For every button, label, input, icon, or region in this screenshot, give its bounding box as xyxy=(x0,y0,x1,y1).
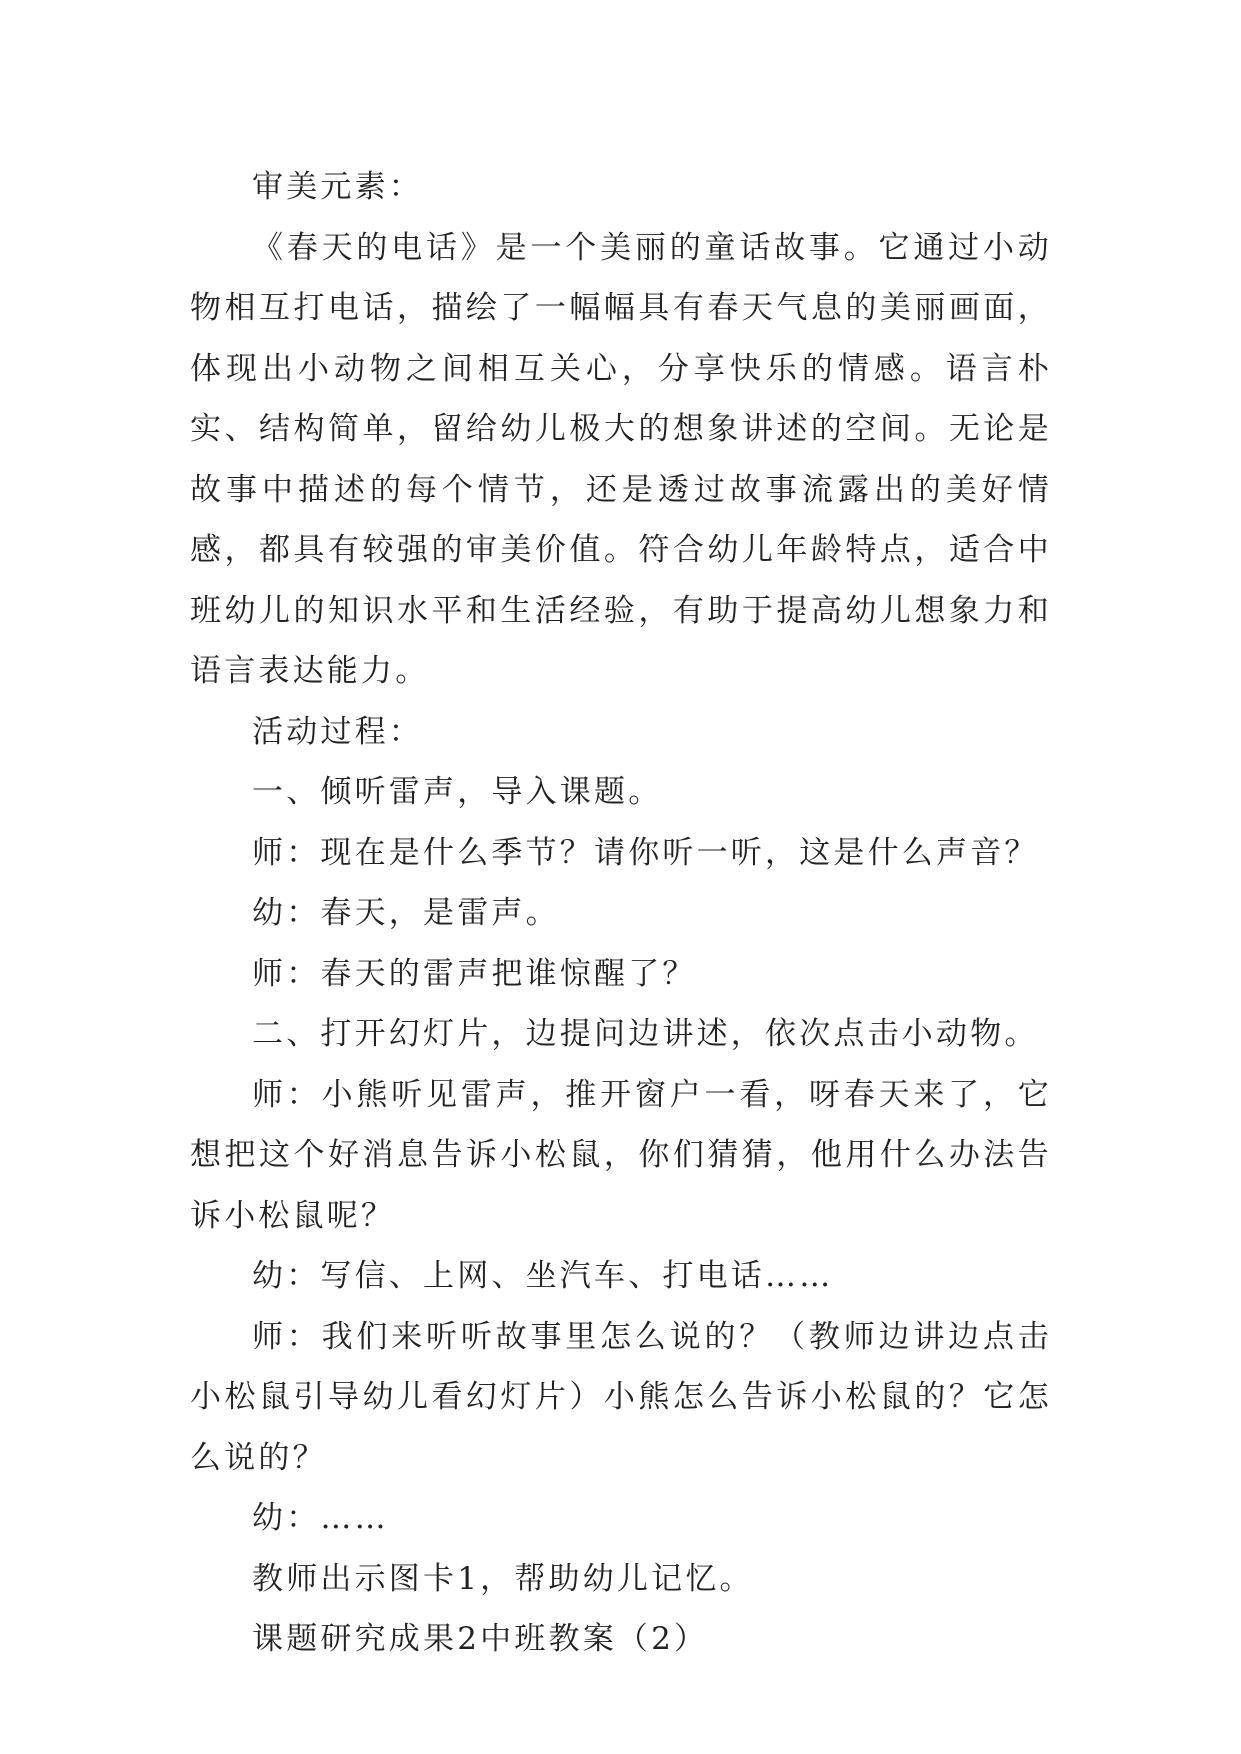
teacher-line: 师：我们来听听故事里怎么说的？（教师边讲边点击小松鼠引导幼儿看幻灯片）小熊怎么告诉小松鼠的？它怎么说的？ xyxy=(190,1318,1052,1476)
aesthetic-description-paragraph: 《春天的电话》是一个美丽的童话故事。它通过小动物相互打电话，描绘了一幅幅具有春天气息的美丽画面，体现出小动物之间相互关心，分享快乐的情感。语言朴实、结构简单，留给幼儿极大的想象讲述的空间。无论是故事中描述的每个情节，还是透过故事流露出的美好情感，都具有较强的审美价值。符合幼儿年龄特点，适合中班幼儿的知识水平和生活经验，有助于提高幼儿想象力和语言表达能力。 xyxy=(190,229,1052,689)
section-heading-activity-process: 活动过程： xyxy=(252,713,423,750)
document-title-footer: 课题研究成果2中班教案（2） xyxy=(252,1621,709,1657)
teacher-line: 师：春天的雷声把谁惊醒了？ xyxy=(252,955,697,992)
teacher-line: 师：现在是什么季节？请你听一听，这是什么声音？ xyxy=(252,834,1039,871)
teacher-line: 师：小熊听见雷声，推开窗户一看，呀春天来了，它想把这个好消息告诉小松鼠，你们猜猜，他用什么办法告诉小松鼠呢？ xyxy=(190,1076,1052,1234)
child-line: 幼：春天，是雷声。 xyxy=(252,895,560,931)
child-line: 幼：写信、上网、坐汽车、打电话…… xyxy=(252,1258,834,1294)
section-heading-aesthetic-elements: 审美元素： xyxy=(252,169,423,205)
document-body xyxy=(190,157,1052,1670)
step-two-heading: 二、打开幻灯片，边提问边讲述，依次点击小动物。 xyxy=(252,1016,1039,1052)
child-line: 幼：…… xyxy=(252,1500,389,1536)
instruction-line: 教师出示图卡1，帮助幼儿记忆。 xyxy=(252,1560,754,1597)
step-one-heading: 一、倾听雷声，导入课题。 xyxy=(252,774,663,810)
